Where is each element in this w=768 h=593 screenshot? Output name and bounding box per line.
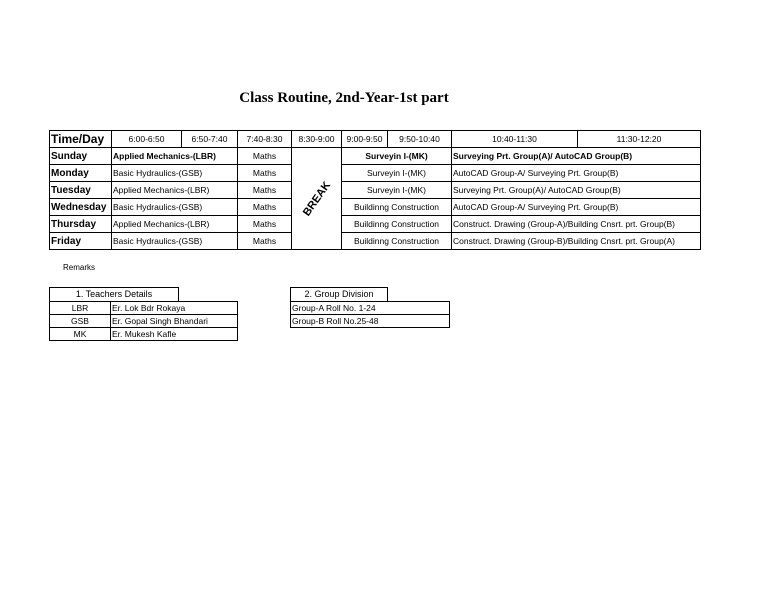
header-cell: 9:00-9:50	[342, 131, 388, 148]
group-row: Group-A Roll No. 1-24	[291, 302, 450, 315]
group-row: Group-B Roll No.25-48	[291, 315, 450, 328]
header-cell: 6:00-6:50	[112, 131, 182, 148]
header-cell: 6:50-7:40	[182, 131, 238, 148]
day-cell: Thursday	[50, 216, 112, 233]
teachers-table	[49, 301, 238, 341]
table-row	[291, 315, 450, 328]
table-row	[50, 233, 701, 250]
third-period: Maths	[238, 216, 292, 233]
teachers-title: 1. Teachers Details	[49, 287, 179, 302]
mid-class: Surveyin I-(MK)	[342, 182, 452, 199]
late-class: Construct. Drawing (Group-B)/Building Cnsrt. prt. Group(A)	[452, 233, 701, 250]
day-cell: Tuesday	[50, 182, 112, 199]
morning-class: Applied Mechanics-(LBR)	[112, 148, 238, 165]
header-cell: 8:30-9:00	[292, 131, 342, 148]
table-row	[50, 148, 701, 165]
day-cell: Friday	[50, 233, 112, 250]
teacher-name: Er. Mukesh Kafle	[111, 328, 238, 341]
header-cell: 10:40-11:30	[452, 131, 578, 148]
third-period: Maths	[238, 199, 292, 216]
header-cell: 11:30-12:20	[578, 131, 701, 148]
third-period: Maths	[238, 182, 292, 199]
morning-class: Basic Hydraulics-(GSB)	[112, 165, 238, 182]
late-class: Surveying Prt. Group(A)/ AutoCAD Group(B)	[452, 148, 701, 165]
teacher-code: MK	[50, 328, 111, 341]
table-row	[50, 165, 701, 182]
late-class: Surveying Prt. Group(A)/ AutoCAD Group(B)	[452, 182, 701, 199]
mid-class: Surveyin I-(MK)	[342, 148, 452, 165]
third-period: Maths	[238, 165, 292, 182]
late-class: AutoCAD Group-A/ Surveying Prt. Group(B)	[452, 199, 701, 216]
morning-class: Basic Hydraulics-(GSB)	[112, 199, 238, 216]
morning-class: Basic Hydraulics-(GSB)	[112, 233, 238, 250]
table-row	[50, 182, 701, 199]
break-cell	[292, 148, 342, 250]
table-row	[291, 302, 450, 315]
teacher-name: Er. Lok Bdr Rokaya	[111, 302, 238, 315]
day-cell: Wednesday	[50, 199, 112, 216]
third-period: Maths	[238, 148, 292, 165]
mid-class: Buildinng Construction	[342, 199, 452, 216]
late-class: AutoCAD Group-A/ Surveying Prt. Group(B)	[452, 165, 701, 182]
mid-class: Surveyin I-(MK)	[342, 165, 452, 182]
break-label: BREAK	[300, 179, 333, 218]
morning-class: Applied Mechanics-(LBR)	[112, 182, 238, 199]
table-row	[50, 328, 238, 341]
groups-table	[290, 301, 450, 328]
header-cell: Time/Day	[50, 131, 112, 148]
late-class: Construct. Drawing (Group-A)/Building Cnsrt. prt. Group(B)	[452, 216, 701, 233]
day-cell: Monday	[50, 165, 112, 182]
third-period: Maths	[238, 233, 292, 250]
routine-table	[49, 130, 701, 250]
page-title: Class Routine, 2nd-Year-1st part	[239, 90, 449, 106]
day-cell: Sunday	[50, 148, 112, 165]
morning-class: Applied Mechanics-(LBR)	[112, 216, 238, 233]
header-cell: 7:40-8:30	[238, 131, 292, 148]
groups-title: 2. Group Division	[290, 287, 388, 302]
remarks-label: Remarks	[63, 263, 96, 272]
table-row	[50, 302, 238, 315]
teacher-code: GSB	[50, 315, 111, 328]
mid-class: Buildinng Construction	[342, 216, 452, 233]
table-row	[50, 216, 701, 233]
header-cell: 9:50-10:40	[388, 131, 452, 148]
header-row	[50, 131, 701, 148]
teacher-code: LBR	[50, 302, 111, 315]
table-row	[50, 199, 701, 216]
mid-class: Buildinng Construction	[342, 233, 452, 250]
table-row	[50, 315, 238, 328]
teacher-name: Er. Gopal Singh Bhandari	[111, 315, 238, 328]
